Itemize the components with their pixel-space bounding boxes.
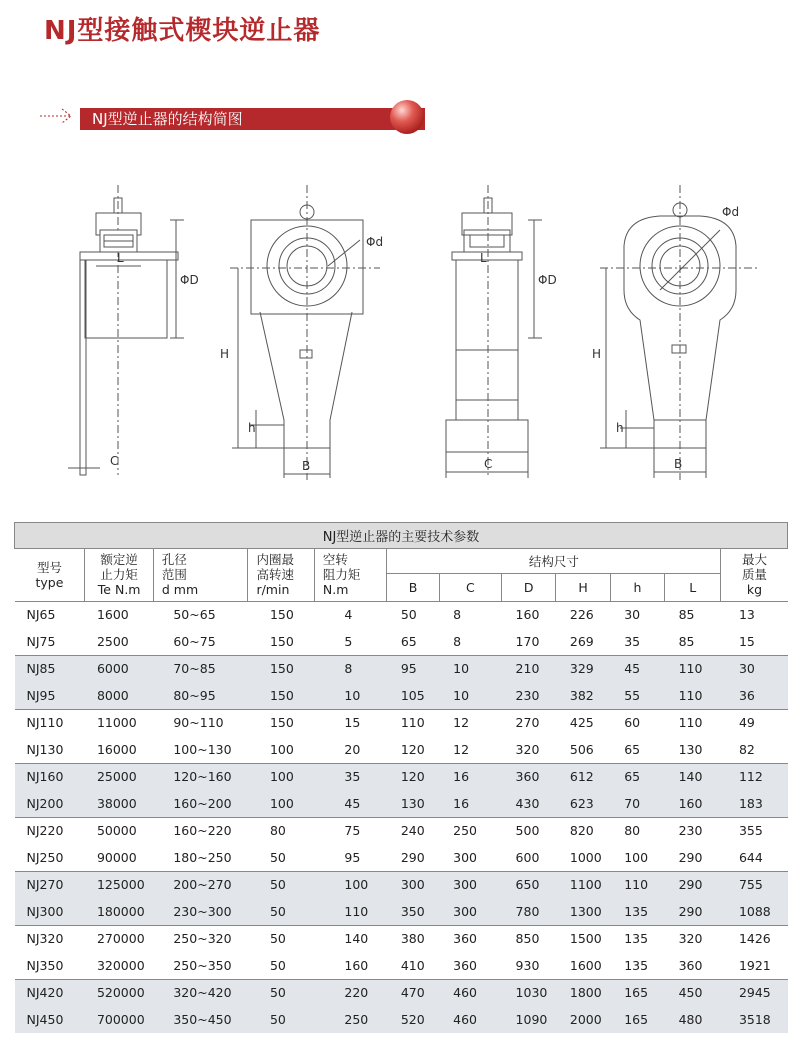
cell-dim-c: 460 <box>439 979 501 1006</box>
cell-torque: 16000 <box>85 736 153 763</box>
cell-type: NJ450 <box>15 1006 85 1033</box>
cell-speed: 150 <box>248 628 314 655</box>
table-row <box>15 844 788 871</box>
cell-dim-c: 16 <box>439 763 501 790</box>
cell-mass: 1921 <box>721 952 788 979</box>
cell-drag: 45 <box>314 790 386 817</box>
cell-dim-d: 210 <box>502 655 556 682</box>
cell-speed: 150 <box>248 601 314 628</box>
cell-drag: 4 <box>314 601 386 628</box>
cell-drag: 110 <box>314 898 386 925</box>
header-dim-C: C <box>439 574 501 602</box>
cell-dim-d: 320 <box>502 736 556 763</box>
cell-dim-d: 1030 <box>502 979 556 1006</box>
cell-bore: 320~420 <box>153 979 248 1006</box>
section-title: NJ型逆止器的结构简图 <box>92 110 243 128</box>
cell-dim-d: 430 <box>502 790 556 817</box>
header-dim-D: D <box>502 574 556 602</box>
cell-bore: 200~270 <box>153 871 248 898</box>
cell-dim-d: 270 <box>502 709 556 736</box>
cell-dim-l: 290 <box>665 871 721 898</box>
cell-dim-h: 226 <box>556 601 610 628</box>
cell-type: NJ420 <box>15 979 85 1006</box>
table-row <box>15 709 788 736</box>
cell-torque: 180000 <box>85 898 153 925</box>
cell-torque: 6000 <box>85 655 153 682</box>
label-D-1: ΦD <box>180 273 199 287</box>
cell-dim-b: 410 <box>387 952 439 979</box>
cell-dim-d: 600 <box>502 844 556 871</box>
cell-dim-c: 12 <box>439 709 501 736</box>
cell-drag: 20 <box>314 736 386 763</box>
label-d-1: Φd <box>366 235 384 249</box>
cell-speed: 50 <box>248 844 314 871</box>
table-row <box>15 1006 788 1033</box>
cell-bore: 120~160 <box>153 763 248 790</box>
cell-dim-h: 425 <box>556 709 610 736</box>
cell-dim-d: 360 <box>502 763 556 790</box>
cell-dim-b: 110 <box>387 709 439 736</box>
cell-dim-c: 8 <box>439 601 501 628</box>
cell-dim-h: 1800 <box>556 979 610 1006</box>
cell-dim-b: 380 <box>387 925 439 952</box>
cell-bore: 250~320 <box>153 925 248 952</box>
cell-type: NJ85 <box>15 655 85 682</box>
cell-type: NJ65 <box>15 601 85 628</box>
cell-dim-b: 520 <box>387 1006 439 1033</box>
header-dim-H: H <box>556 574 610 602</box>
cell-speed: 50 <box>248 898 314 925</box>
label-H-2: H <box>592 347 602 361</box>
label-D-2: ΦD <box>538 273 557 287</box>
table-caption: NJ型逆止器的主要技术参数 <box>15 523 788 549</box>
front-view-1 <box>230 185 380 480</box>
cell-dim-hs: 135 <box>610 952 664 979</box>
cell-torque: 270000 <box>85 925 153 952</box>
cell-mass: 183 <box>721 790 788 817</box>
cell-dim-b: 300 <box>387 871 439 898</box>
cell-type: NJ130 <box>15 736 85 763</box>
cell-type: NJ350 <box>15 952 85 979</box>
table-row <box>15 682 788 709</box>
cell-dim-c: 10 <box>439 655 501 682</box>
cell-dim-hs: 30 <box>610 601 664 628</box>
cell-dim-hs: 135 <box>610 898 664 925</box>
cell-mass: 15 <box>721 628 788 655</box>
table-row <box>15 763 788 790</box>
cell-dim-h: 1100 <box>556 871 610 898</box>
cell-type: NJ95 <box>15 682 85 709</box>
cell-mass: 82 <box>721 736 788 763</box>
table-row <box>15 952 788 979</box>
cell-dim-d: 170 <box>502 628 556 655</box>
cell-dim-hs: 35 <box>610 628 664 655</box>
cell-dim-c: 300 <box>439 844 501 871</box>
label-h-1: h <box>248 421 256 435</box>
cell-speed: 100 <box>248 763 314 790</box>
cell-dim-l: 290 <box>665 898 721 925</box>
cell-dim-h: 1000 <box>556 844 610 871</box>
cell-dim-c: 250 <box>439 817 501 844</box>
cell-dim-c: 10 <box>439 682 501 709</box>
cell-dim-b: 105 <box>387 682 439 709</box>
cell-bore: 50~65 <box>153 601 248 628</box>
cell-dim-l: 85 <box>665 628 721 655</box>
cell-dim-b: 120 <box>387 736 439 763</box>
cell-bore: 80~95 <box>153 682 248 709</box>
table-row <box>15 736 788 763</box>
table-row <box>15 871 788 898</box>
cell-bore: 160~200 <box>153 790 248 817</box>
header-dim-L: L <box>665 574 721 602</box>
table-row <box>15 898 788 925</box>
cell-torque: 125000 <box>85 871 153 898</box>
dotted-arrow-icon <box>40 106 80 126</box>
cell-torque: 700000 <box>85 1006 153 1033</box>
label-d-2: Φd <box>722 205 740 219</box>
cell-dim-l: 140 <box>665 763 721 790</box>
cell-dim-c: 8 <box>439 628 501 655</box>
cell-drag: 95 <box>314 844 386 871</box>
cell-dim-h: 1300 <box>556 898 610 925</box>
cell-drag: 250 <box>314 1006 386 1033</box>
cell-dim-hs: 80 <box>610 817 664 844</box>
cell-speed: 50 <box>248 925 314 952</box>
header-drag: 空转 阻力矩 N.m <box>314 549 386 602</box>
cell-dim-b: 470 <box>387 979 439 1006</box>
cell-type: NJ320 <box>15 925 85 952</box>
cell-drag: 75 <box>314 817 386 844</box>
cell-torque: 11000 <box>85 709 153 736</box>
cell-torque: 8000 <box>85 682 153 709</box>
cell-dim-d: 850 <box>502 925 556 952</box>
cell-dim-l: 85 <box>665 601 721 628</box>
cell-speed: 80 <box>248 817 314 844</box>
section-title-bar <box>80 108 425 130</box>
cell-drag: 140 <box>314 925 386 952</box>
header-bore: 孔径 范围 d mm <box>153 549 248 602</box>
cell-dim-hs: 60 <box>610 709 664 736</box>
cell-drag: 15 <box>314 709 386 736</box>
side-view-2 <box>446 185 542 478</box>
header-mass: 最大 质量 kg <box>721 549 788 602</box>
cell-type: NJ160 <box>15 763 85 790</box>
cell-speed: 150 <box>248 682 314 709</box>
cell-dim-hs: 135 <box>610 925 664 952</box>
header-dims: 结构尺寸 <box>387 549 721 574</box>
cell-dim-b: 95 <box>387 655 439 682</box>
cell-dim-hs: 55 <box>610 682 664 709</box>
header-torque: 额定逆 止力矩 Te N.m <box>85 549 153 602</box>
cell-speed: 50 <box>248 979 314 1006</box>
cell-mass: 755 <box>721 871 788 898</box>
table-row <box>15 628 788 655</box>
cell-dim-b: 65 <box>387 628 439 655</box>
cell-bore: 60~75 <box>153 628 248 655</box>
cell-bore: 160~220 <box>153 817 248 844</box>
label-L-1: L <box>117 251 124 265</box>
label-H-1: H <box>220 347 230 361</box>
decorative-sphere-icon <box>390 100 424 134</box>
cell-dim-c: 300 <box>439 898 501 925</box>
cell-type: NJ300 <box>15 898 85 925</box>
header-speed: 内圈最 高转速 r/min <box>248 549 314 602</box>
cell-dim-h: 820 <box>556 817 610 844</box>
cell-type: NJ75 <box>15 628 85 655</box>
cell-dim-l: 290 <box>665 844 721 871</box>
cell-speed: 100 <box>248 736 314 763</box>
cell-dim-h: 1600 <box>556 952 610 979</box>
cell-dim-b: 120 <box>387 763 439 790</box>
cell-speed: 150 <box>248 709 314 736</box>
cell-dim-b: 350 <box>387 898 439 925</box>
label-C-1: C <box>110 454 119 468</box>
table-row <box>15 790 788 817</box>
cell-dim-h: 506 <box>556 736 610 763</box>
table-row <box>15 601 788 628</box>
cell-dim-d: 780 <box>502 898 556 925</box>
cell-dim-hs: 165 <box>610 1006 664 1033</box>
cell-bore: 350~450 <box>153 1006 248 1033</box>
cell-speed: 150 <box>248 655 314 682</box>
cell-drag: 5 <box>314 628 386 655</box>
cell-dim-d: 500 <box>502 817 556 844</box>
cell-dim-hs: 70 <box>610 790 664 817</box>
spec-table-body <box>15 601 788 1033</box>
cell-dim-hs: 165 <box>610 979 664 1006</box>
front-view-2 <box>600 185 760 480</box>
cell-dim-h: 382 <box>556 682 610 709</box>
cell-dim-b: 130 <box>387 790 439 817</box>
cell-bore: 250~350 <box>153 952 248 979</box>
cell-dim-l: 110 <box>665 682 721 709</box>
cell-mass: 2945 <box>721 979 788 1006</box>
cell-dim-c: 360 <box>439 952 501 979</box>
header-type: 型号 type <box>15 549 85 602</box>
cell-torque: 320000 <box>85 952 153 979</box>
cell-torque: 1600 <box>85 601 153 628</box>
cell-dim-h: 2000 <box>556 1006 610 1033</box>
cell-dim-d: 230 <box>502 682 556 709</box>
table-row <box>15 655 788 682</box>
cell-type: NJ110 <box>15 709 85 736</box>
cell-torque: 90000 <box>85 844 153 871</box>
cell-bore: 70~85 <box>153 655 248 682</box>
cell-dim-hs: 100 <box>610 844 664 871</box>
structure-drawings <box>60 180 780 490</box>
cell-dim-l: 320 <box>665 925 721 952</box>
cell-mass: 112 <box>721 763 788 790</box>
cell-dim-l: 230 <box>665 817 721 844</box>
label-C-2: C <box>484 457 493 471</box>
cell-mass: 30 <box>721 655 788 682</box>
cell-torque: 38000 <box>85 790 153 817</box>
cell-dim-d: 650 <box>502 871 556 898</box>
cell-drag: 10 <box>314 682 386 709</box>
cell-dim-hs: 65 <box>610 736 664 763</box>
cell-dim-l: 480 <box>665 1006 721 1033</box>
cell-bore: 230~300 <box>153 898 248 925</box>
cell-dim-l: 360 <box>665 952 721 979</box>
cell-torque: 50000 <box>85 817 153 844</box>
cell-bore: 90~110 <box>153 709 248 736</box>
label-B-1: B <box>302 459 311 473</box>
label-h-2: h <box>616 421 624 435</box>
page-title: NJ型接触式楔块逆止器 <box>44 16 321 46</box>
cell-dim-c: 460 <box>439 1006 501 1033</box>
cell-dim-h: 623 <box>556 790 610 817</box>
cell-mass: 3518 <box>721 1006 788 1033</box>
structure-drawings-svg <box>60 180 780 490</box>
cell-drag: 35 <box>314 763 386 790</box>
cell-dim-c: 300 <box>439 871 501 898</box>
cell-drag: 8 <box>314 655 386 682</box>
table-row <box>15 925 788 952</box>
cell-dim-hs: 45 <box>610 655 664 682</box>
cell-dim-d: 160 <box>502 601 556 628</box>
cell-dim-h: 269 <box>556 628 610 655</box>
cell-dim-c: 12 <box>439 736 501 763</box>
cell-speed: 100 <box>248 790 314 817</box>
cell-speed: 50 <box>248 1006 314 1033</box>
cell-mass: 36 <box>721 682 788 709</box>
cell-dim-l: 110 <box>665 709 721 736</box>
cell-drag: 100 <box>314 871 386 898</box>
table-row <box>15 817 788 844</box>
cell-mass: 644 <box>721 844 788 871</box>
cell-dim-c: 360 <box>439 925 501 952</box>
cell-dim-b: 50 <box>387 601 439 628</box>
cell-dim-l: 130 <box>665 736 721 763</box>
cell-dim-l: 160 <box>665 790 721 817</box>
cell-torque: 25000 <box>85 763 153 790</box>
cell-dim-l: 450 <box>665 979 721 1006</box>
header-dim-B: B <box>387 574 439 602</box>
cell-bore: 180~250 <box>153 844 248 871</box>
side-view-1 <box>68 185 184 475</box>
cell-type: NJ270 <box>15 871 85 898</box>
cell-dim-h: 612 <box>556 763 610 790</box>
cell-mass: 13 <box>721 601 788 628</box>
cell-dim-c: 16 <box>439 790 501 817</box>
cell-dim-hs: 110 <box>610 871 664 898</box>
cell-drag: 160 <box>314 952 386 979</box>
table-row <box>15 979 788 1006</box>
cell-torque: 520000 <box>85 979 153 1006</box>
cell-dim-h: 1500 <box>556 925 610 952</box>
cell-mass: 355 <box>721 817 788 844</box>
cell-dim-hs: 65 <box>610 763 664 790</box>
cell-dim-b: 240 <box>387 817 439 844</box>
cell-mass: 1088 <box>721 898 788 925</box>
cell-type: NJ250 <box>15 844 85 871</box>
cell-dim-b: 290 <box>387 844 439 871</box>
cell-dim-d: 1090 <box>502 1006 556 1033</box>
cell-speed: 50 <box>248 871 314 898</box>
cell-speed: 50 <box>248 952 314 979</box>
cell-dim-d: 930 <box>502 952 556 979</box>
cell-dim-l: 110 <box>665 655 721 682</box>
cell-type: NJ200 <box>15 790 85 817</box>
cell-type: NJ220 <box>15 817 85 844</box>
label-B-2: B <box>674 457 683 471</box>
cell-drag: 220 <box>314 979 386 1006</box>
cell-mass: 1426 <box>721 925 788 952</box>
section-header <box>40 100 424 134</box>
cell-torque: 2500 <box>85 628 153 655</box>
spec-table <box>14 522 788 1033</box>
label-L-2: L <box>480 251 487 265</box>
cell-mass: 49 <box>721 709 788 736</box>
cell-bore: 100~130 <box>153 736 248 763</box>
header-dim-h: h <box>610 574 664 602</box>
cell-dim-h: 329 <box>556 655 610 682</box>
